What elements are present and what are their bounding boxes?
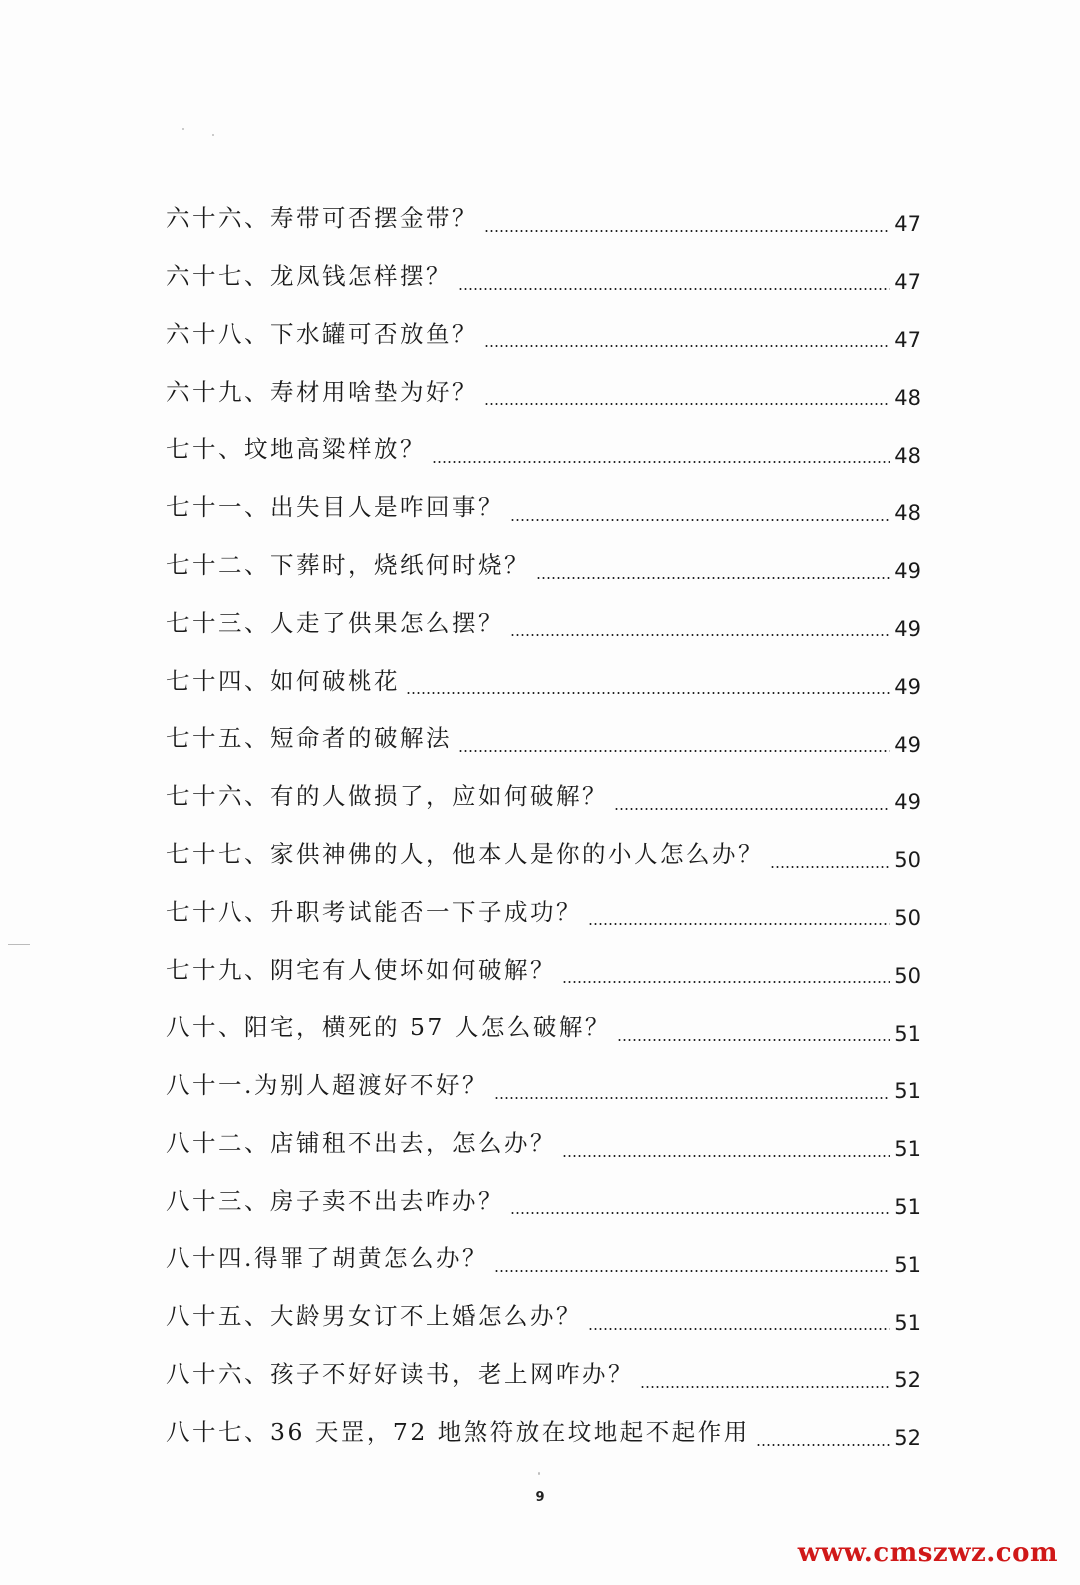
dot-leader <box>458 750 890 752</box>
site-watermark: www.cmszwz.com <box>797 1538 1058 1568</box>
toc-entry <box>166 1115 921 1173</box>
toc-entry-page: 52 <box>894 1368 921 1393</box>
toc-entry-title: 八十、阳宅，横死的 57 人怎么破解？ <box>166 1013 611 1042</box>
dot-leader <box>614 808 890 810</box>
toc-entry-title: 七十八、升职考试能否一下子成功？ <box>166 897 582 926</box>
toc-entry-page: 47 <box>894 327 921 352</box>
dot-leader <box>588 1328 890 1330</box>
toc-entry-page: 49 <box>894 790 921 815</box>
dot-leader <box>494 1270 890 1272</box>
toc-entry-title: 八十七、36 天罡，72 地煞符放在坟地起不起作用 <box>166 1417 750 1446</box>
toc-entry-page: 49 <box>894 674 921 699</box>
dot-leader <box>510 1212 890 1214</box>
toc-entry-page: 47 <box>894 212 921 237</box>
scan-speck <box>182 128 184 130</box>
dot-leader <box>562 1155 890 1157</box>
dot-leader <box>484 403 890 405</box>
table-of-contents <box>166 190 921 1462</box>
toc-entry-page: 48 <box>894 385 921 410</box>
toc-entry <box>166 479 921 537</box>
toc-entry-page: 49 <box>894 616 921 641</box>
toc-entry <box>166 1404 921 1462</box>
dot-leader <box>484 345 890 347</box>
toc-entry <box>166 1057 921 1115</box>
toc-entry-title: 六十九、寿材用啥垫为好？ <box>166 377 478 406</box>
toc-entry-page: 50 <box>894 848 921 873</box>
toc-entry-title: 七十七、家供神佛的人，他本人是你的小人怎么办？ <box>166 839 764 868</box>
scan-speck <box>212 134 214 136</box>
dot-leader <box>494 1097 890 1099</box>
toc-entry <box>166 595 921 653</box>
dot-leader <box>640 1386 890 1388</box>
toc-entry-title: 八十三、房子卖不出去咋办？ <box>166 1186 504 1215</box>
toc-entry-title: 八十六、孩子不好好读书，老上网咋办？ <box>166 1360 634 1389</box>
toc-entry <box>166 999 921 1057</box>
toc-entry <box>166 710 921 768</box>
dot-leader <box>770 866 890 868</box>
toc-entry-page: 48 <box>894 501 921 526</box>
toc-entry-page: 51 <box>894 1194 921 1219</box>
toc-entry-title: 七十九、阴宅有人使坏如何破解？ <box>166 955 556 984</box>
toc-entry-title: 六十六、寿带可否摆金带？ <box>166 204 478 233</box>
toc-entry-title: 六十八、下水罐可否放鱼？ <box>166 319 478 348</box>
toc-entry-page: 51 <box>894 1137 921 1162</box>
toc-entry-page: 51 <box>894 1079 921 1104</box>
toc-entry <box>166 421 921 479</box>
toc-entry-title: 七十、坟地高粱样放？ <box>166 435 426 464</box>
toc-entry-title: 八十四.得罪了胡黄怎么办？ <box>166 1244 488 1273</box>
toc-entry <box>166 363 921 421</box>
toc-entry <box>166 1346 921 1404</box>
dot-leader <box>756 1444 891 1446</box>
toc-entry <box>166 1288 921 1346</box>
page-number: 9 <box>535 1490 545 1505</box>
scan-speck <box>8 944 30 945</box>
toc-entry-title: 七十三、人走了供果怎么摆？ <box>166 608 504 637</box>
toc-entry <box>166 941 921 999</box>
toc-entry-title: 七十四、如何破桃花 <box>166 666 400 695</box>
toc-entry-page: 52 <box>894 1426 921 1451</box>
toc-entry-title: 八十一.为别人超渡好不好？ <box>166 1071 488 1100</box>
toc-entry-page: 49 <box>894 732 921 757</box>
toc-entry-page: 50 <box>894 905 921 930</box>
dot-leader <box>617 1039 890 1041</box>
toc-entry <box>166 826 921 884</box>
toc-entry-page: 48 <box>894 443 921 468</box>
dot-leader <box>406 692 890 694</box>
dot-leader <box>458 288 890 290</box>
toc-entry <box>166 768 921 826</box>
dot-leader <box>484 230 890 232</box>
dot-leader <box>432 461 890 463</box>
toc-entry-title: 八十五、大龄男女订不上婚怎么办？ <box>166 1302 582 1331</box>
toc-entry <box>166 248 921 306</box>
toc-entry <box>166 884 921 942</box>
toc-entry-title: 七十二、下葬时，烧纸何时烧？ <box>166 550 530 579</box>
toc-entry-page: 49 <box>894 559 921 584</box>
toc-entry <box>166 537 921 595</box>
dot-leader <box>562 981 890 983</box>
toc-entry-page: 47 <box>894 270 921 295</box>
dot-leader <box>510 634 890 636</box>
toc-entry-page: 51 <box>894 1310 921 1335</box>
toc-entry-title: 八十二、店铺租不出去，怎么办？ <box>166 1128 556 1157</box>
toc-entry-page: 51 <box>894 1021 921 1046</box>
toc-entry <box>166 1173 921 1231</box>
toc-entry-title: 七十五、短命者的破解法 <box>166 724 452 753</box>
toc-entry <box>166 306 921 364</box>
dot-leader <box>536 577 890 579</box>
scan-speck <box>538 1472 540 1475</box>
toc-entry-page: 51 <box>894 1252 921 1277</box>
toc-entry-page: 50 <box>894 963 921 988</box>
toc-entry <box>166 1230 921 1288</box>
dot-leader <box>588 923 890 925</box>
toc-entry <box>166 190 921 248</box>
toc-entry-title: 六十七、龙凤钱怎样摆？ <box>166 261 452 290</box>
dot-leader <box>510 519 890 521</box>
toc-entry <box>166 652 921 710</box>
toc-entry-title: 七十六、有的人做损了，应如何破解？ <box>166 782 608 811</box>
toc-entry-title: 七十一、出失目人是咋回事？ <box>166 493 504 522</box>
